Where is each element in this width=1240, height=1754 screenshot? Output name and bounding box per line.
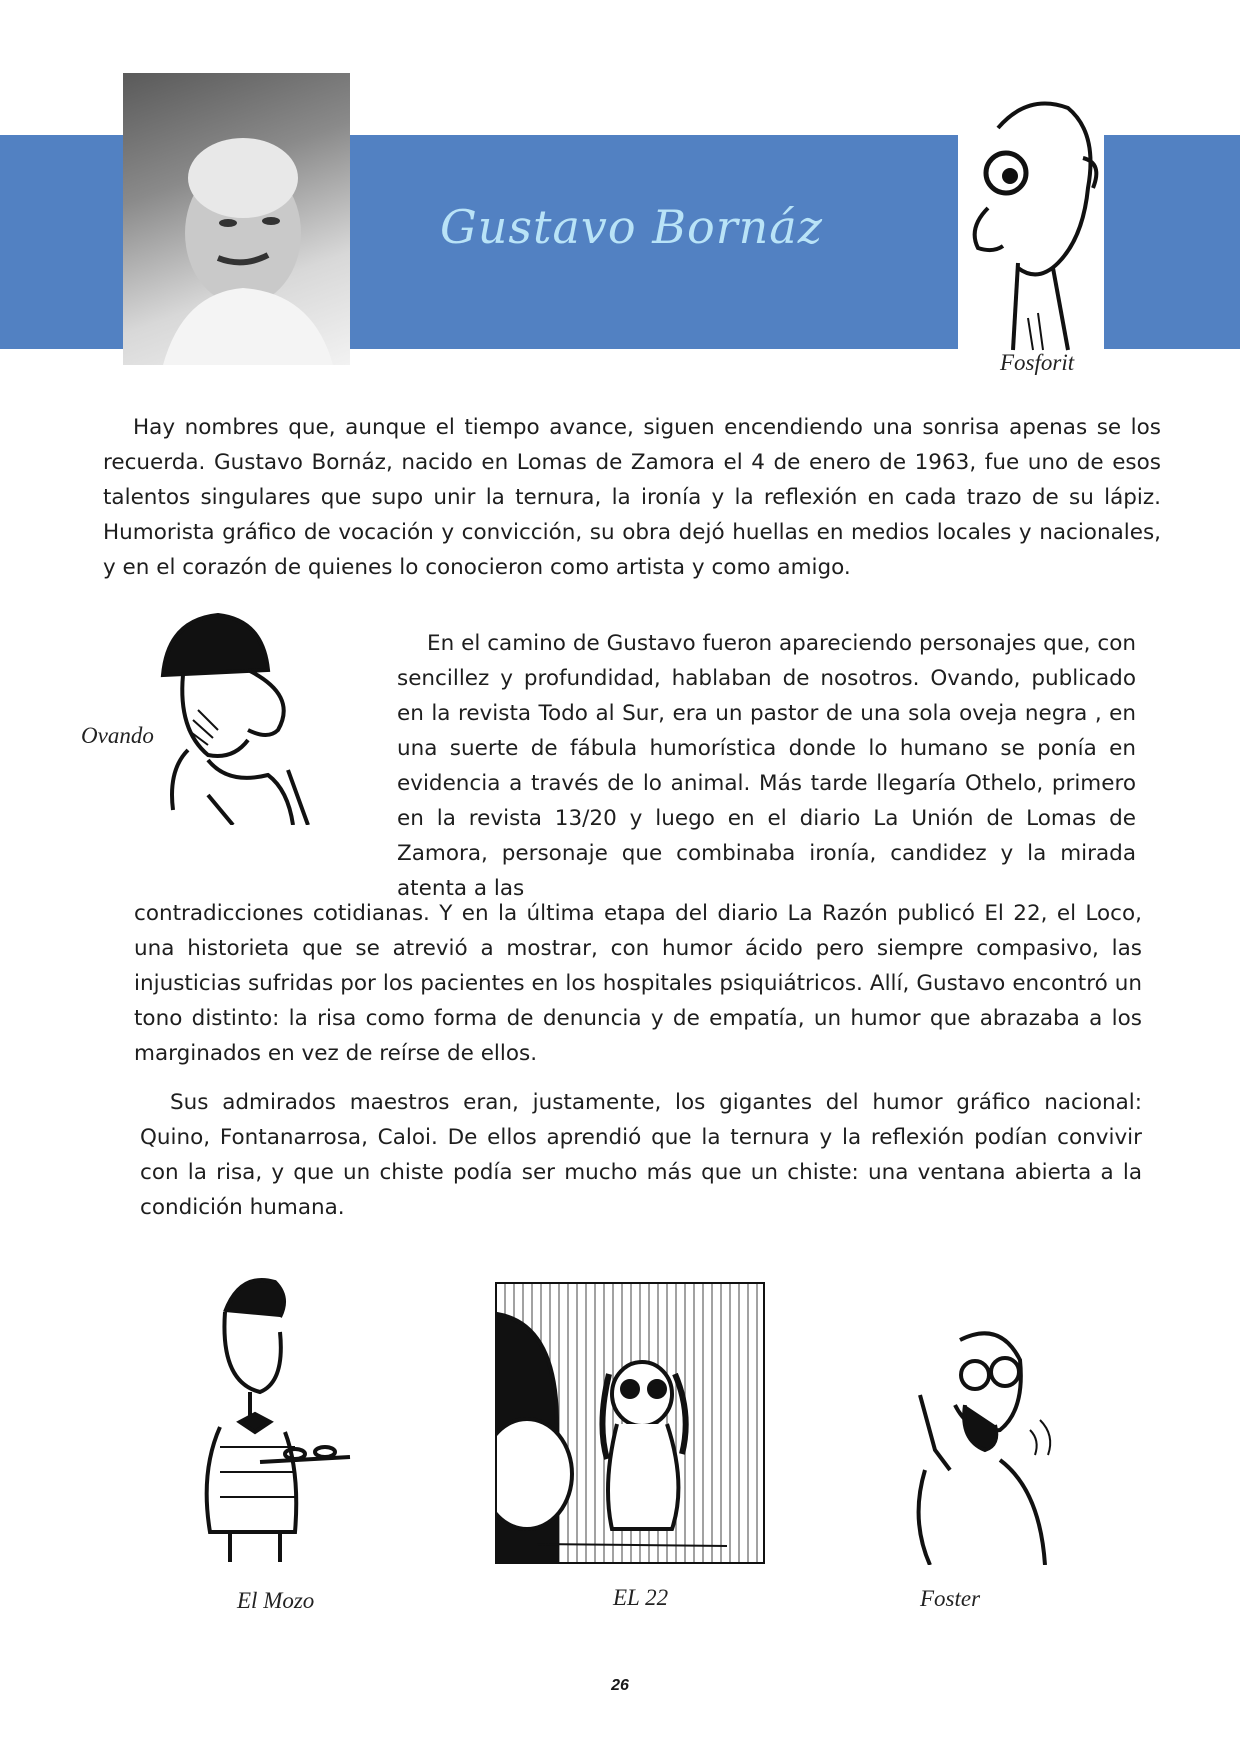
influences-paragraph: Sus admirados maestros eran, justamente, los gigantes del humor gráfico nacional: Quino, Fontanarrosa, Caloi. De ellos aprendió que la ternura y la reflexión podían convivir con la risa, y que un chiste podía ser mucho más que un chiste: una ventana abierta a la condición humana.: [140, 1090, 1142, 1220]
ovando-caption: Ovando: [81, 723, 154, 748]
characters-paragraph-continued: contradicciones cotidianas. Y en la última etapa del diario La Razón publicó El 22, el Loco, una historieta que se atrevió a mostrar, con humor ácido pero siempre compasivo, las injusticias sufridas por los pacientes en los hospitales psiquiátricos. Allí, Gustavo encontró un tono distinto: la risa como forma de denuncia y de empatía, un humor que abrazaba a los marginados en vez de reírse de ellos.: [134, 901, 1142, 1066]
foster-caption: Foster: [920, 1586, 981, 1611]
author-photo: [123, 73, 350, 365]
foster-cartoon: [890, 1320, 1060, 1565]
el-mozo-caption: El Mozo: [237, 1588, 315, 1613]
el-22-cartoon: [495, 1282, 765, 1564]
header-band-right: [1104, 135, 1240, 349]
characters-paragraph: En el camino de Gustavo fueron apareciendo personajes que, con sencillez y profundidad, hablaban de nosotros. Ovando, publicado en la revista Todo al Sur, era un pastor de una sola oveja negra , en una suerte de fábula humorística donde lo humano se ponía en evidencia a través de lo animal. Más tarde llegaría Othelo, primero en la revista 13/20 y luego en el diario La Unión de Lomas de Zamora, personaje que combinaba ironía, candidez y la mirada atenta a las: [397, 631, 1136, 901]
page-number: 26: [611, 1677, 629, 1694]
el-mozo-cartoon: [200, 1272, 360, 1562]
ovando-cartoon: [148, 610, 323, 825]
page-title: Gustavo Bornáz: [440, 200, 823, 254]
fosforit-cartoon: [958, 88, 1104, 353]
fosforit-caption: Fosforit: [1000, 350, 1075, 375]
el-22-caption: EL 22: [613, 1585, 669, 1610]
intro-paragraph: Hay nombres que, aunque el tiempo avance, siguen encendiendo una sonrisa apenas se los recuerda. Gustavo Bornáz, nacido en Lomas de Zamora el 4 de enero de 1963, fue uno de esos talentos singulares que supo unir la ternura, la ironía y la reflexión en cada trazo de su lápiz. Humorista gráfico de vocación y convicción, su obra dejó huellas en medios locales y nacionales, y en el corazón de quienes lo conocieron como artista y como amigo.: [103, 415, 1161, 580]
